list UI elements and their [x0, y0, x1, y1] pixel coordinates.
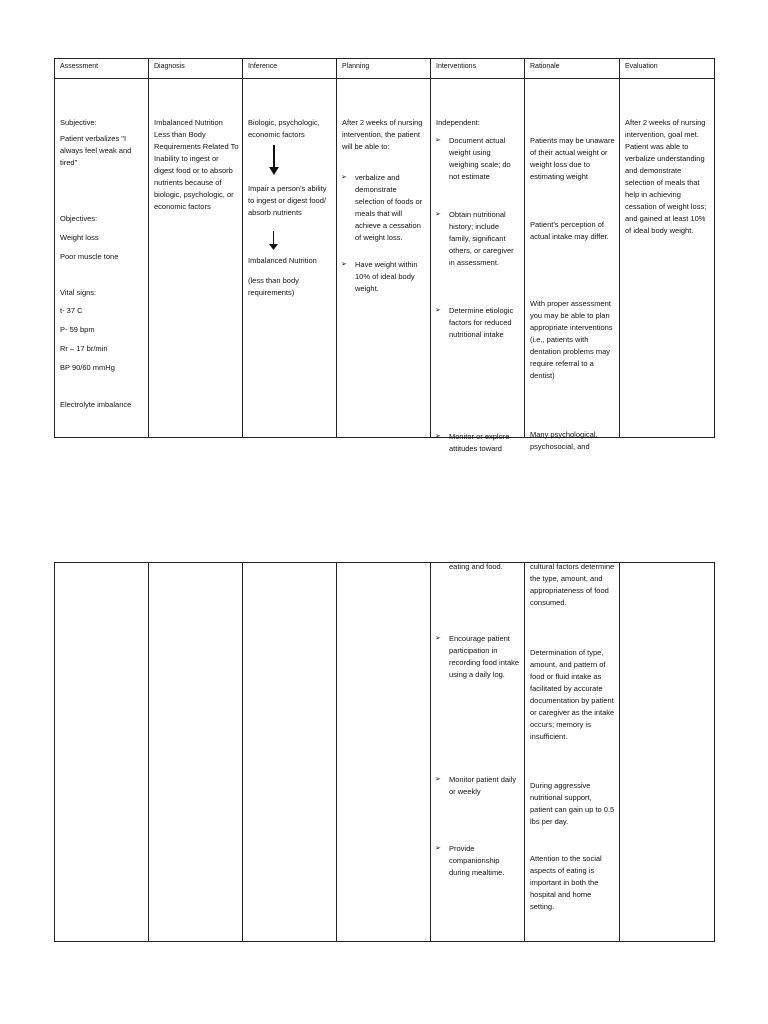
planning-intro: After 2 weeks of nursing intervention, the patient will be able to: [342, 118, 423, 151]
bullet-arrow-icon: ➢ [435, 845, 441, 852]
header-evaluation: Evaluation [620, 59, 715, 79]
bullet-arrow-icon: ➢ [435, 635, 441, 642]
rationale-6: During aggressive nutritional support, patient can gain up to 0.5 lbs per day. [530, 781, 615, 826]
planning-cell [337, 79, 431, 438]
header-diagnosis: Diagnosis [149, 59, 243, 79]
inference-factors: Biologic, psychologic, economic factors [248, 118, 320, 139]
subjective-label: Subjective: [60, 118, 97, 127]
header-assessment: Assessment [55, 59, 149, 79]
bullet-arrow-icon: ➢ [435, 137, 441, 144]
evaluation-cell-continued [620, 563, 715, 942]
header-rationale: Rationale [525, 59, 620, 79]
intervention-2: Obtain nutritional history; include family, significant others, or caregiver in assessment. [449, 210, 514, 267]
subjective-text: Patient verbalizes "I always feel weak and tired" [60, 134, 132, 167]
bullet-arrow-icon: ➢ [435, 433, 441, 440]
inference-cell [243, 79, 337, 438]
weight-loss: Weight loss [60, 233, 99, 242]
inference-result-sub: (less than body requirements) [248, 276, 299, 297]
rationale-2: Patient's perception of actual intake may differ. [530, 220, 609, 241]
bullet-arrow-icon: ➢ [341, 174, 347, 181]
assessment-cell [55, 79, 149, 438]
interventions-cell [431, 79, 525, 453]
muscle-tone: Poor muscle tone [60, 252, 119, 261]
diagnosis-cell-continued [149, 563, 243, 942]
intervention-4-part-2: eating and food. [449, 562, 503, 571]
vital-temp: t- 37 C [60, 306, 83, 315]
header-interventions: Interventions [431, 59, 525, 79]
bullet-arrow-icon: ➢ [435, 307, 441, 314]
header-inference: Inference [243, 59, 337, 79]
intervention-3: Determine etiologic factors for reduced nutritional intake [449, 306, 514, 339]
intervention-1: Document actual weight using weighing scale; do not estimate [449, 136, 511, 181]
vital-signs-label: Vital signs: [60, 288, 97, 297]
independent-label: Independent: [436, 118, 480, 127]
header-row [55, 59, 715, 79]
care-plan-table-page-2 [54, 562, 715, 942]
header-planning: Planning [337, 59, 431, 79]
rationale-cell-continued [525, 563, 620, 942]
intervention-6: Monitor patient daily or weekly [449, 775, 517, 796]
planning-cell-continued [337, 563, 431, 942]
intervention-5: Encourage patient participation in recording food intake using a daily log. [449, 634, 520, 679]
vital-bp: BP 90/60 mmHg [60, 363, 115, 372]
vital-pulse: P- 59 bpm [60, 325, 95, 334]
rationale-4-part-1: Many psychological, psychosocial, and [530, 430, 598, 451]
inference-result: Imbalanced Nutrition [248, 256, 317, 265]
planning-goal-1: verbalize and demonstrate selection of foods or meals that will achieve a cessation of weight loss. [355, 173, 423, 242]
down-arrow-icon [273, 145, 275, 171]
diagnosis-text: Imbalanced Nutrition Less than Body Requirements Related To Inability to ingest or digest food or to absorb nutrients because of biologic, psychologic, or economic factors [154, 118, 239, 211]
rationale-1: Patients may be unaware of their actual weight or weight loss due to estimating weight [530, 136, 615, 181]
assessment-cell-continued [55, 563, 149, 942]
planning-goal-2: Have weight within 10% of ideal body weight. [355, 260, 418, 293]
bullet-arrow-icon: ➢ [341, 261, 347, 268]
interventions-cell-continued [431, 563, 525, 942]
down-arrow-icon [273, 231, 274, 247]
intervention-4-part-1: Monitor or explore attitudes toward [449, 432, 510, 453]
diagnosis-cell [149, 79, 243, 438]
bullet-arrow-icon: ➢ [435, 211, 441, 218]
rationale-7: Attention to the social aspects of eating is important in both the hospital and home setting. [530, 854, 602, 911]
rationale-5: Determination of type, amount, and pattern of food or fluid intake as facilitated by accurate documentation by patient or caregiver as the intake occurs; memory is insufficient. [530, 648, 615, 741]
rationale-cell [525, 79, 620, 451]
care-plan-table-page-1 [54, 58, 715, 453]
inference-cell-continued [243, 563, 337, 942]
inference-impair: Impair a person's ability to ingest or digest food/ absorb nutrients [248, 184, 327, 217]
intervention-7: Provide companionship during mealtime. [449, 844, 505, 877]
evaluation-cell [620, 79, 715, 438]
electrolyte-imbalance: Electrolyte imbalance [60, 400, 132, 409]
objectives-label: Objectives: [60, 214, 98, 223]
content-row-continued [55, 563, 715, 942]
rationale-3: With proper assessment you may be able to plan appropriate interventions (i.e., patients with dentation problems may require referral to a dentist) [530, 299, 613, 380]
bullet-arrow-icon: ➢ [435, 776, 441, 783]
rationale-4-part-2: cultural factors determine the type, amount, and appropriateness of food consumed. [530, 562, 615, 607]
evaluation-text: After 2 weeks of nursing intervention, goal met. Patient was able to verbalize understanding and demonstrate selection of meals that help in achieving cessation of weight loss; and gained at least 10% of ideal body weight. [625, 118, 707, 235]
content-row [55, 79, 715, 438]
vital-resp: Rr – 17 br/min [60, 344, 108, 353]
